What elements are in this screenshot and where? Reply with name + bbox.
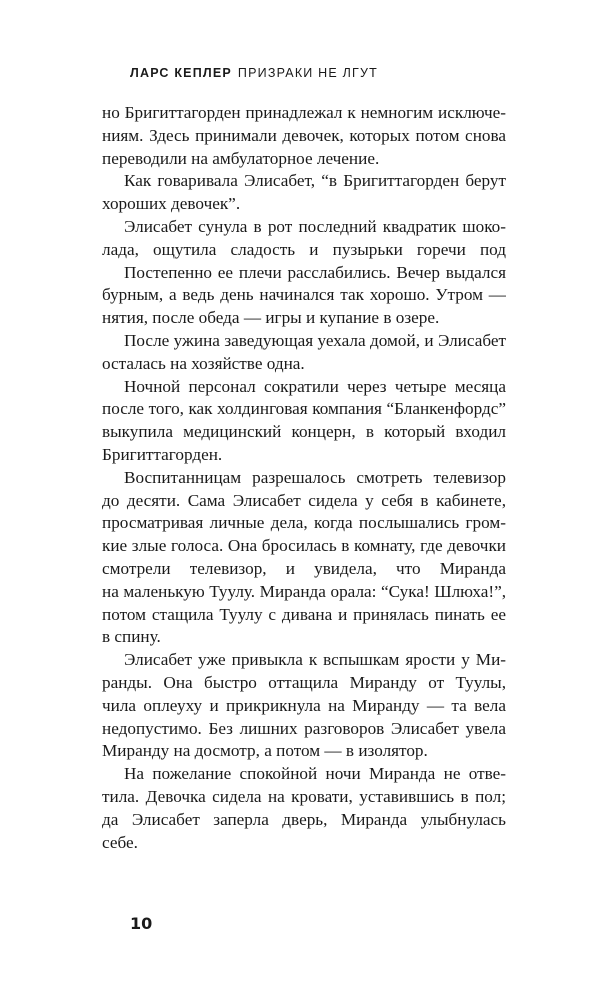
text-line: но Бригиттагорден принадлежал к немногим исключе- — [102, 103, 506, 122]
text-line: да Элисабет заперла дверь, Миранда улыбнулась — [102, 809, 506, 829]
text-line: ранды. Она быстро оттащила Миранду от Туулы, — [102, 672, 506, 692]
text-line: Элисабет сунула в рот последний квадратик шоко- — [124, 216, 506, 236]
text-line: ниям. Здесь принимали девочек, которых потом снова — [102, 125, 506, 145]
text-line: недопустимо. Без лишних разговоров Элисабет увела — [102, 718, 506, 738]
text-line: хороших девочек”. — [102, 194, 241, 214]
text-line: после того, как холдинговая компания “Бланкенфордс” — [102, 399, 506, 419]
text-line: тила. Девочка сидела на кровати, уставившись в пол; — [102, 786, 506, 806]
text-line: смотрели телевизор, и увидела, что Миранда — [102, 558, 506, 578]
text-line: Ночной персонал сократили через четыре месяца — [124, 376, 506, 396]
text-line: Элисабет уже привыкла к вспышкам ярости у Ми- — [124, 650, 506, 670]
text-line: Постепенно ее плечи расслабились. Вечер выдался — [124, 262, 506, 282]
text-line: осталась на хозяйстве одна. — [102, 353, 305, 373]
text-line: переводили на амбулаторное лечение. — [102, 148, 380, 168]
header-book-title: ПРИЗРАКИ НЕ ЛГУТ — [237, 66, 378, 80]
text-line: лада, ощутила сладость и пузырьки горечи под — [102, 239, 506, 259]
text-line: в спину. — [102, 627, 161, 647]
text-line: себе. — [102, 832, 138, 852]
running-header — [130, 66, 378, 80]
header-author: ЛАРС КЕПЛЕР — [130, 66, 232, 80]
text-line: на маленькую Туулу. Миранда орала: “Сука! Шлюха!”, — [102, 581, 506, 601]
text-line: Бригиттагорден. — [102, 444, 223, 464]
text-line: бурным, а ведь день начинался так хорошо. Утром — — [102, 285, 506, 305]
text-line: Как говаривала Элисабет, “в Бригиттагорден берут — [124, 171, 506, 191]
body-text — [102, 102, 506, 854]
text-line: На пожелание спокойной ночи Миранда не отве- — [124, 764, 506, 784]
text-line: чила оплеуху и прикрикнула на Миранду — та вела — [102, 695, 506, 715]
text-line: потом стащила Туулу с дивана и принялась пинать ее — [102, 604, 506, 624]
text-line: После ужина заведующая уехала домой, и Элисабет — [124, 330, 506, 350]
text-line: до десяти. Сама Элисабет сидела у себя в кабинете, — [102, 490, 506, 510]
text-line: кие злые голоса. Она бросилась в комнату, где девочки — [102, 536, 506, 556]
text-line: нятия, после обеда — игры и купание в озере. — [102, 308, 440, 328]
text-line: выкупила медицинский концерн, в который входил — [102, 422, 506, 442]
text-line: просматривая личные дела, когда послышались гром- — [102, 513, 506, 533]
page-number: 10 — [130, 914, 153, 933]
text-line: Воспитанницам разрешалось смотреть телевизор — [124, 467, 506, 487]
text-line: Миранду на досмотр, а потом — в изолятор. — [102, 741, 428, 761]
